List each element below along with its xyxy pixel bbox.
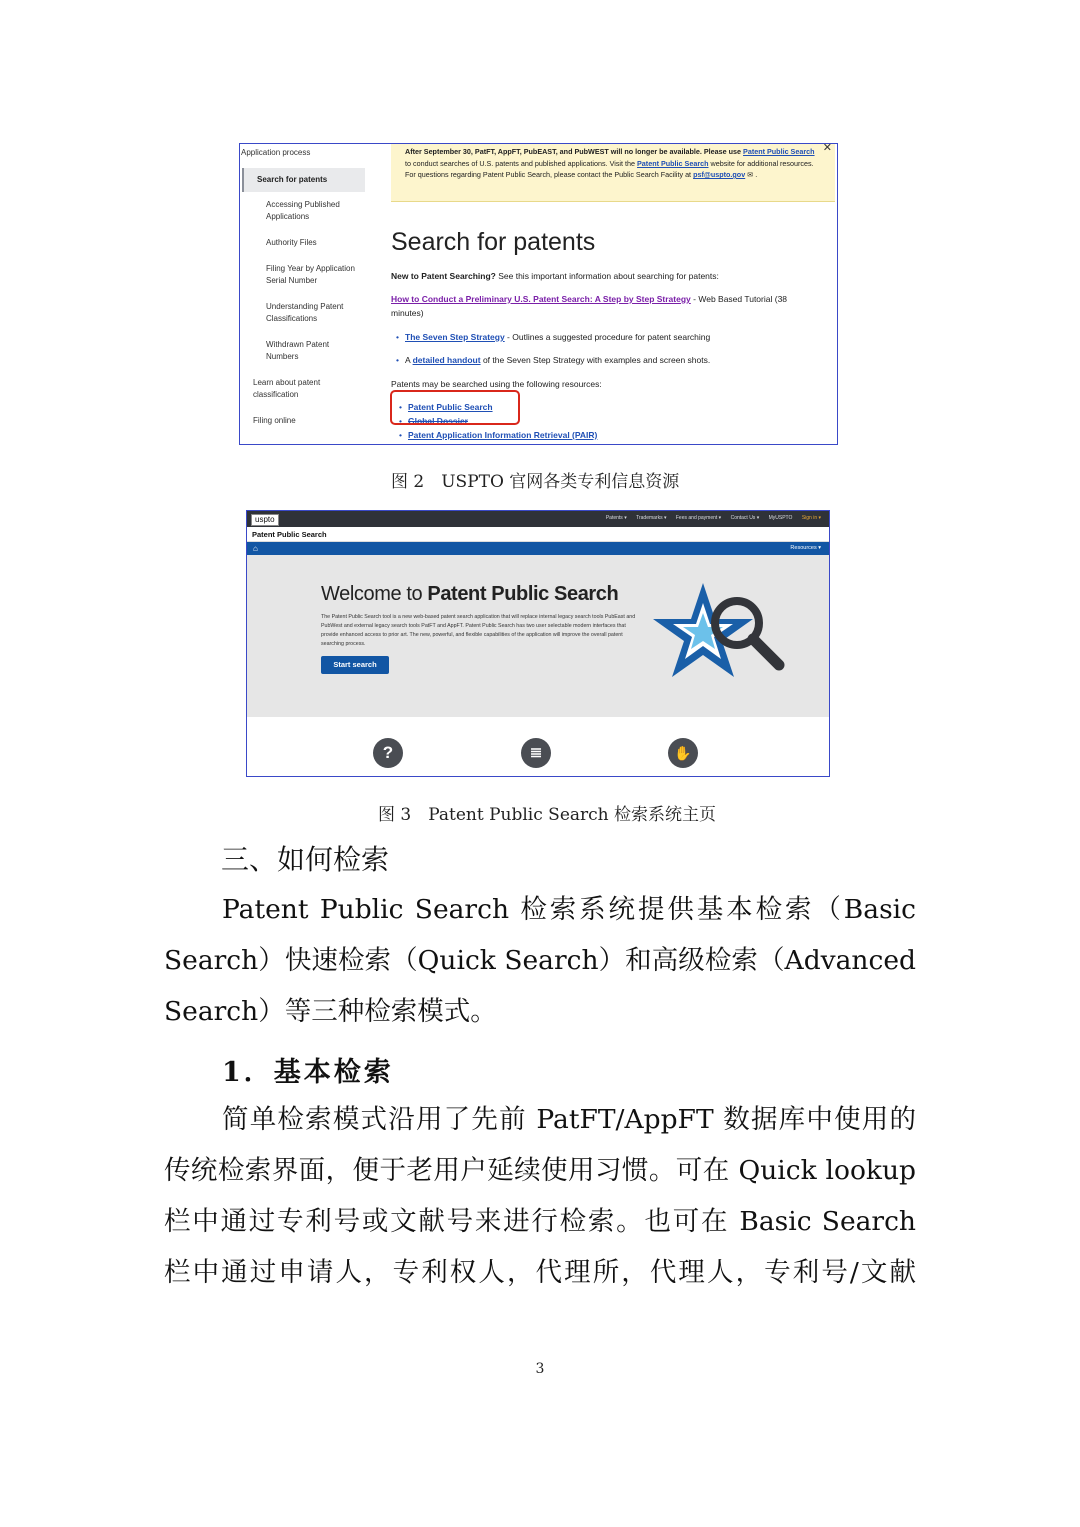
figure-uspto-search-page <box>239 143 838 445</box>
subsection-heading: 1．基本检索 <box>222 1057 394 1088</box>
tutorial-rest-2: minutes) <box>391 308 424 318</box>
patent-public-search-link[interactable]: Patent Public Search <box>408 402 493 412</box>
home-icon[interactable]: ⌂ <box>253 544 258 553</box>
bullet-handout <box>405 354 710 367</box>
sidebar-item-filing-online[interactable]: Filing online <box>253 416 296 425</box>
blue-toolbar <box>247 542 829 555</box>
start-search-button[interactable]: Start search <box>321 656 389 674</box>
handout-pre: A <box>405 355 411 365</box>
sidebar-item-learn-classification-2[interactable]: classification <box>253 390 299 399</box>
handout-desc: of the Seven Step Strategy with examples and screen shots. <box>482 355 711 365</box>
mail-icon: ✉ <box>747 170 754 179</box>
banner-link-patent-public-search[interactable]: Patent Public Search <box>743 147 815 156</box>
resource-item <box>408 429 597 442</box>
figure-caption-2: 图 2 USPTO 官网各类专利信息资源 <box>391 472 680 492</box>
paragraph-search-modes <box>164 884 916 1037</box>
resources-intro: Patents may be searched using the following resources: <box>391 379 602 389</box>
seven-step-desc: - Outlines a suggested procedure for patent searching <box>507 332 711 342</box>
new-to-searching-bold: New to Patent Searching? <box>391 271 496 281</box>
sidebar-item-filing-year[interactable]: Filing Year by Application <box>266 264 355 273</box>
sidebar-item-filing-year-2[interactable]: Serial Number <box>266 276 318 285</box>
help-icon[interactable]: ? <box>373 738 403 768</box>
new-to-searching-text <box>391 270 719 283</box>
close-icon[interactable]: ✕ <box>822 143 832 154</box>
text-line: 传统检索界面，便于老用户延续使用习惯。可在 Quick lookup <box>164 1155 916 1186</box>
sidebar-item-authority-files[interactable]: Authority Files <box>266 238 317 247</box>
top-navbar <box>247 511 829 527</box>
figure-patent-public-search-home <box>246 510 830 777</box>
nav-item-patents[interactable]: Patents ▾ <box>605 515 627 521</box>
resources-menu[interactable]: Resources ▾ <box>790 545 821 551</box>
pair-link[interactable]: Patent Application Information Retrieval (PAIR) <box>408 430 598 440</box>
nav-item-contact[interactable]: Contact Us ▾ <box>730 515 760 521</box>
document-icon[interactable]: ≣ <box>521 738 551 768</box>
text-line: 栏中通过专利号或文献号来进行检索。也可在 Basic Search <box>164 1206 916 1237</box>
global-dossier-link[interactable]: Global Dossier <box>408 416 468 426</box>
uspto-logo[interactable]: uspto <box>251 514 279 526</box>
handout-link[interactable]: detailed handout <box>412 355 481 365</box>
section-heading: 三、如何检索 <box>221 843 390 876</box>
text-line: Search）快速检索（Quick Search）和高级检索（Advanced <box>164 945 916 976</box>
sidebar-item-learn-classification[interactable]: Learn about patent <box>253 378 321 387</box>
banner-text-3: website for additional resources. For questions regarding Patent Public Search, please contact the Public Search Facility at <box>405 158 814 179</box>
new-to-searching-rest: See this important information about searching for patents: <box>498 271 719 281</box>
sidebar-item-understanding-classifications-2[interactable]: Classifications <box>266 314 318 323</box>
seven-step-link[interactable]: The Seven Step Strategy <box>405 332 505 342</box>
text-line: Search）等三种检索模式。 <box>164 996 497 1027</box>
app-title: Patent Public Search <box>252 530 327 539</box>
feature-icons-row <box>247 717 829 776</box>
bullet-seven-step <box>405 331 710 344</box>
text-line: 简单检索模式沿用了先前 PatFT/AppFT 数据库中使用的 <box>222 1104 916 1135</box>
sidebar-nav <box>240 144 368 444</box>
sidebar-item-accessing-published[interactable]: Accessing Published <box>266 200 340 209</box>
sidebar-item-label: Search for patents <box>257 175 328 184</box>
page-number: 3 <box>535 1361 545 1377</box>
figure-caption-3: 图 3 Patent Public Search 检索系统主页 <box>378 805 717 825</box>
nav-item-fees[interactable]: Fees and payment ▾ <box>675 515 722 521</box>
tutorial-line <box>391 293 837 306</box>
text-line: Patent Public Search 检索系统提供基本检索（Basic <box>222 894 916 925</box>
banner-end: . <box>755 170 758 179</box>
welcome-description: The Patent Public Search tool is a new web-based patent search application that will replace internal legacy search tools PubEast and PubWest and external legacy search tools PatFT and AppFT. Patent Public Search has two user selectable modern interfaces that provide enhanced access to prior art. The new, powerful, and flexible capabilities of the application will improve the overall patent searching process. <box>321 614 636 647</box>
sidebar-item-understanding-classifications[interactable]: Understanding Patent <box>266 302 344 311</box>
welcome-bold: Patent Public Search <box>427 583 619 605</box>
notice-banner <box>391 144 835 202</box>
sidebar-item-application-process[interactable]: Application process <box>241 148 311 157</box>
hero-section <box>247 555 829 717</box>
sidebar-item-withdrawn-numbers[interactable]: Withdrawn Patent <box>266 340 330 349</box>
guide-icon[interactable]: ✋ <box>668 738 698 768</box>
welcome-prefix: Welcome to <box>321 583 428 605</box>
star-magnifier-icon <box>651 577 791 689</box>
top-nav-menu <box>598 515 821 521</box>
banner-text-2: to conduct searches of U.S. patents and published applications. Visit the <box>405 158 636 168</box>
sidebar-item-accessing-published-2[interactable]: Applications <box>266 212 310 221</box>
paragraph-basic-search <box>164 1094 916 1298</box>
app-title-bar <box>247 527 829 542</box>
banner-email-link[interactable]: psf@uspto.gov <box>693 170 746 179</box>
highlight-box <box>390 390 520 425</box>
sign-in-link[interactable]: Sign in ▾ <box>801 515 821 521</box>
banner-link-patent-public-search-2[interactable]: Patent Public Search <box>637 158 709 168</box>
banner-text: After September 30, PatFT, AppFT, PubEAST, and PubWEST will no longer be available. Please use <box>405 147 742 156</box>
text-line: 栏中通过申请人，专利权人，代理所，代理人，专利号/文献 <box>164 1257 916 1288</box>
tutorial-link[interactable]: How to Conduct a Preliminary U.S. Patent Search: A Step by Step Strategy <box>391 294 691 304</box>
sidebar-item-search-for-patents[interactable] <box>242 168 365 192</box>
nav-item-myuspto[interactable]: MyUSPTO <box>768 515 793 521</box>
page-title: Search for patents <box>391 228 596 256</box>
sidebar-item-withdrawn-numbers-2[interactable]: Numbers <box>266 352 299 361</box>
nav-item-trademarks[interactable]: Trademarks ▾ <box>636 515 667 521</box>
welcome-heading <box>321 583 618 606</box>
tutorial-rest: - Web Based Tutorial (38 <box>693 294 788 304</box>
